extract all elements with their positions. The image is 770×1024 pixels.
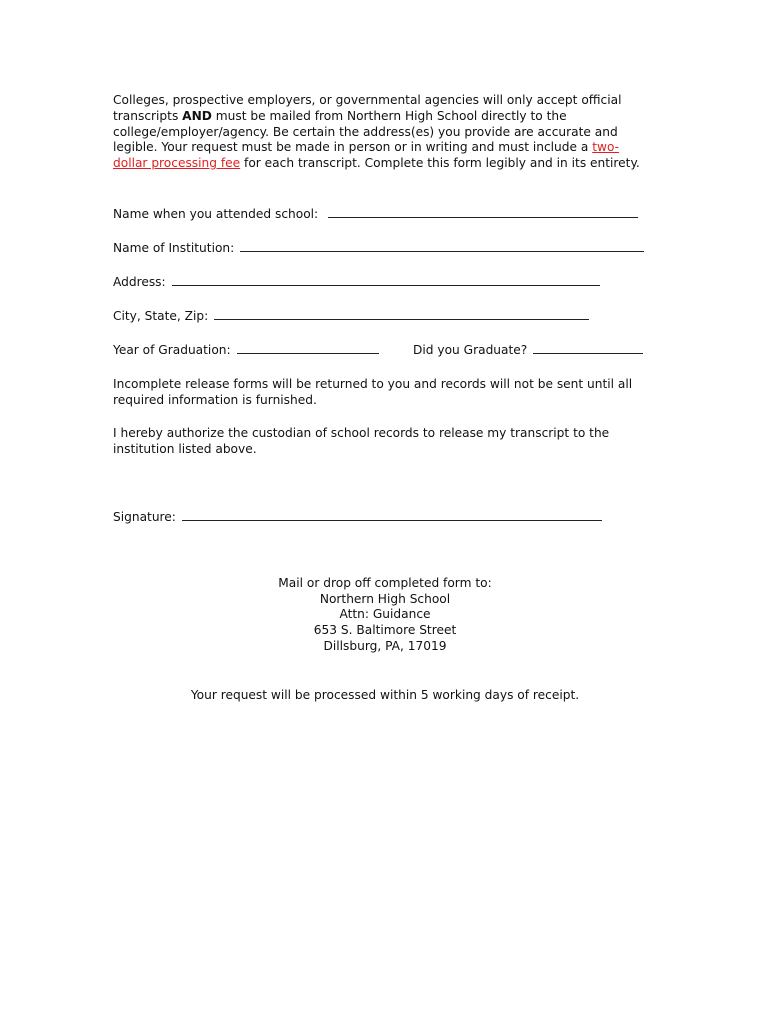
address-input[interactable] [172,274,600,286]
incomplete-notice: Incomplete release forms will be returned to you and records will not be sent until all required information is furnished. [113,377,633,407]
did-graduate-input[interactable] [533,342,643,354]
mailing-city: Dillsburg, PA, 17019 [323,638,447,653]
authorization-statement: I hereby authorize the custodian of school records to release my transcript to the institution listed above. [113,426,610,456]
city-state-zip-label: City, State, Zip: [113,309,209,323]
mailing-attn: Attn: Guidance [339,607,431,622]
address-field [113,274,600,290]
name-attended-label: Name when you attended school: [113,207,319,221]
intro-text-2: must be mailed from Northern High School directly to the college/employer/agency. Be certain the address(es) you provide are accurate and legible. Your request must be made in person or in writing and must include a [113,108,618,155]
signature-field [113,509,602,525]
city-state-zip-input[interactable] [214,308,589,320]
signature-label: Signature: [113,510,176,524]
did-graduate-label: Did you Graduate? [413,343,528,357]
graduation-year-field [113,342,379,358]
graduation-year-input[interactable] [237,342,379,354]
processing-fee-link[interactable]: two-dollar processing fee [113,140,620,171]
mailing-address-block [0,576,770,655]
processing-notice: Your request will be processed within 5 working days of receipt. [190,688,580,702]
institution-field [113,240,644,256]
mailing-school: Northern High School [319,591,451,606]
did-graduate-field [413,342,643,358]
address-label: Address: [113,275,166,289]
name-attended-field [113,206,638,222]
institution-input[interactable] [240,240,644,252]
intro-text-3: for each transcript. Complete this form legibly and in its entirety. [240,156,640,171]
mailing-street: 653 S. Baltimore Street [313,623,457,638]
institution-label: Name of Institution: [113,241,235,255]
name-attended-input[interactable] [328,206,638,218]
intro-text-1: Colleges, prospective employers, or governmental agencies will only accept official transcripts [113,93,622,123]
intro-block [113,93,653,172]
signature-input[interactable] [182,509,602,521]
intro-paragraph [113,93,653,172]
mailing-heading: Mail or drop off completed form to: [278,576,492,590]
graduation-year-label: Year of Graduation: [113,343,231,357]
city-state-zip-field [113,308,589,324]
intro-bold-and: AND [182,108,212,123]
